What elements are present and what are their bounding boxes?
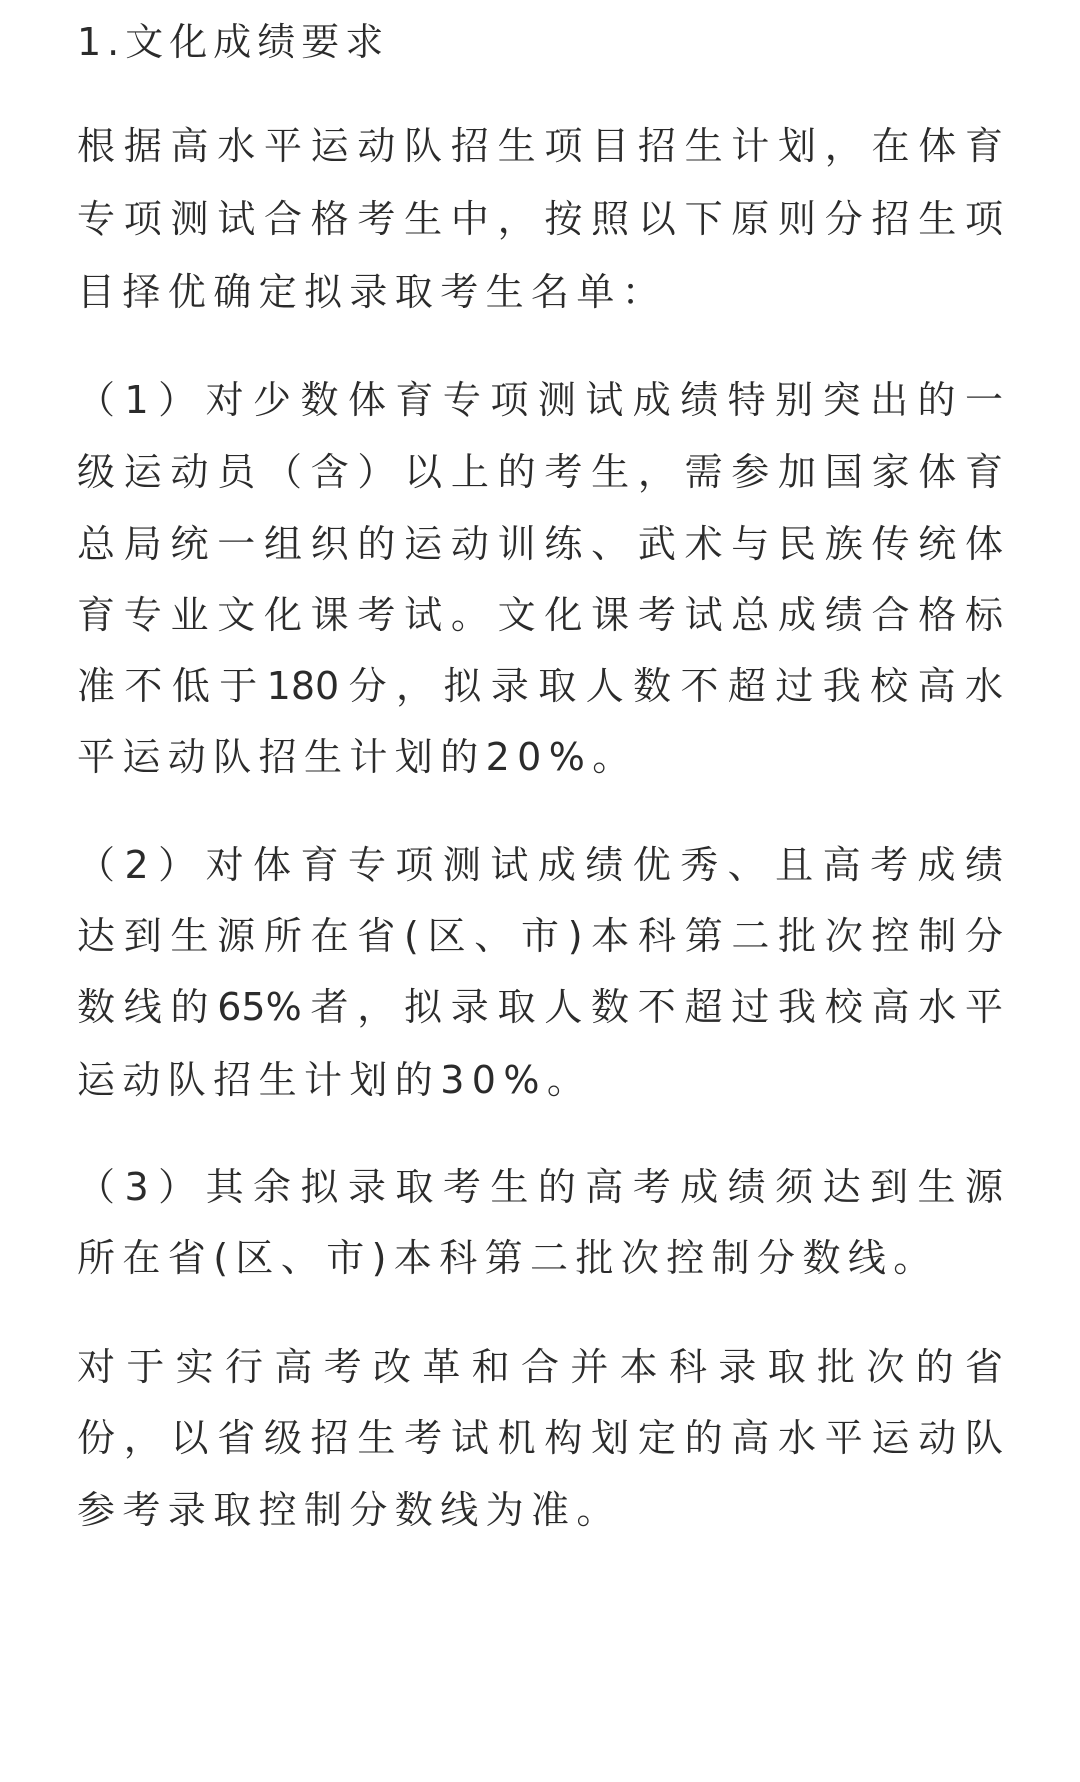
paragraph-line: 达到生源所在省(区、市)本科第二批次控制分	[77, 914, 1003, 958]
paragraph-line: 平运动队招生计划的20%。	[77, 735, 638, 779]
section-heading: 1.文化成绩要求	[77, 20, 390, 64]
paragraph-line: （3）其余拟录取考生的高考成绩须达到生源	[77, 1165, 1003, 1209]
paragraph-line: 对于实行高考改革和合并本科录取批次的省	[77, 1345, 1003, 1389]
paragraph-line: 育专业文化课考试。文化课考试总成绩合格标	[77, 593, 1003, 637]
paragraph-line: 级运动员（含）以上的考生，需参加国家体育	[77, 450, 1003, 494]
paragraph-line: 准不低于180分，拟录取人数不超过我校高水	[77, 664, 1003, 708]
paragraph-line: 目择优确定拟录取考生名单：	[77, 270, 668, 314]
paragraph-line: （1）对少数体育专项测试成绩特别突出的一	[77, 378, 1003, 422]
paragraph-line: 数线的65%者，拟录取人数不超过我校高水平	[77, 985, 1003, 1029]
paragraph-line: （2）对体育专项测试成绩优秀、且高考成绩	[77, 843, 1003, 887]
paragraph-line: 运动队招生计划的30%。	[77, 1058, 593, 1102]
paragraph-line: 所在省(区、市)本科第二批次控制分数线。	[77, 1236, 939, 1280]
paragraph-line: 总局统一组织的运动训练、武术与民族传统体	[77, 522, 1003, 566]
paragraph-line: 专项测试合格考生中，按照以下原则分招生项	[77, 197, 1003, 241]
paragraph-line: 份，以省级招生考试机构划定的高水平运动队	[77, 1416, 1003, 1460]
paragraph-line: 参考录取控制分数线为准。	[77, 1488, 622, 1532]
paragraph-line: 根据高水平运动队招生项目招生计划，在体育	[77, 124, 1003, 168]
